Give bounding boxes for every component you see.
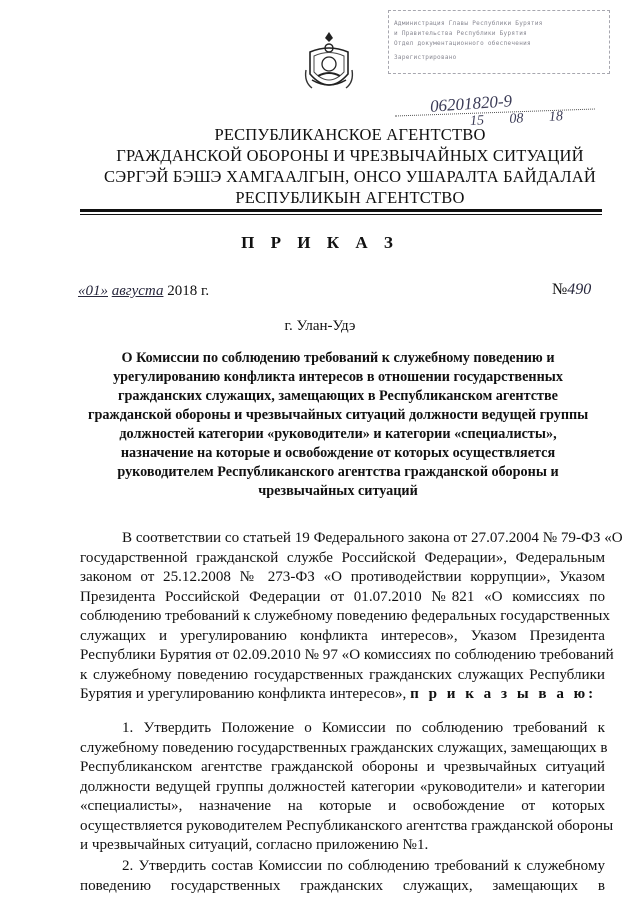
preamble-line: Президента Российской Федерации от 01.07.2010 №821 «О комиссиях по [80, 589, 605, 605]
order-number [552, 281, 591, 299]
subject-line: О Комиссии по соблюдению требований к служебному поведению и [121, 350, 555, 366]
number-prefix: № [552, 281, 568, 298]
subject-line: назначение на которые и освобождение от которых осуществляется [120, 445, 556, 461]
header-divider-thin [80, 214, 602, 215]
order-word: п р и к а з ы в а ю: [410, 686, 597, 702]
header-divider [80, 209, 602, 212]
preamble-line: соблюдению требований к служебному поведению федеральных государственных [80, 608, 610, 624]
stamp-line: Зарегистрировано [394, 54, 457, 61]
stamp-line: Администрация Главы Республики Бурятия [394, 20, 543, 27]
item-1-line: «специалисты», назначение на которые и освобождение от которых [80, 798, 605, 814]
item-1-line: Республиканском агентстве гражданской обороны и чрезвычайных ситуаций [80, 759, 605, 775]
item-1-line: должности ведущей группы должностей категории «руководители» и категории [80, 779, 605, 795]
agency-name-line: РЕСПУБЛИКАНСКОЕ АГЕНТСТВО [214, 125, 486, 144]
item-1-last-line: и чрезвычайных ситуаций, согласно приложению №1. [80, 837, 429, 853]
coat-of-arms-icon [300, 30, 358, 100]
preamble-last-line [80, 686, 596, 703]
stamp-line: и Правительства Республики Бурятия [394, 30, 528, 37]
preamble-text: Бурятия и урегулированию конфликта интересов», [80, 686, 407, 702]
item-2-line: 2. Утвердить состав Комиссии по соблюдению требований к служебному [122, 858, 605, 874]
date-year: 2018 г. [167, 283, 210, 299]
agency-name-line: ГРАЖДАНСКОЙ ОБОРОНЫ И ЧРЕЗВЫЧАЙНЫХ СИТУАЦИЙ [116, 146, 584, 165]
item-1-line: служебному поведению государственных гражданских служащих, замещающих в [80, 740, 608, 756]
preamble-line: служащих и урегулированию конфликта интересов», Указом Президента [80, 628, 605, 644]
preamble-line: законом от 25.12.2008 № 273-ФЗ «О противодействии коррупции», Указом [80, 569, 605, 585]
subject-line: урегулированию конфликта интересов в отношении государственных [113, 369, 563, 385]
registration-year: 18 [548, 109, 564, 125]
document-type: П Р И К А З [241, 233, 399, 252]
subject-line: должностей категории «руководители» и категории «специалисты», [119, 426, 557, 442]
date-month: августа [111, 283, 164, 299]
preamble-line: к служебному поведению государственных гражданских служащих Республики [80, 667, 605, 683]
city: г. Улан-Удэ [284, 318, 356, 334]
agency-name-line: СЭРГЭЙ БЭШЭ ХАМГААЛГЫН, ОНСО УШАРАЛТА БАЙДАЛАЙ [103, 167, 596, 186]
order-date [78, 283, 209, 300]
stamp-line: Отдел документационного обеспечения [394, 40, 531, 47]
preamble-line: В соответствии со статьей 19 Федерального закона от 27.07.2004 № 79-ФЗ «О [122, 530, 623, 546]
number-value: 490 [567, 281, 592, 298]
preamble-line: Республики Бурятия от 02.09.2010 № 97 «О комиссиях по соблюдению требований [80, 647, 614, 663]
item-1-line: 1. Утвердить Положение о Комиссии по соблюдению требований к [122, 720, 605, 736]
subject-line: гражданских служащих, замещающих в Республиканском агентстве [118, 388, 558, 404]
agency-name-line: РЕСПУБЛИКЫН АГЕНТСТВО [235, 188, 465, 207]
subject-line: гражданской обороны и чрезвычайных ситуаций должности ведущей группы [88, 407, 589, 423]
subject-line: руководителем Республиканского агентства гражданской обороны и [117, 464, 559, 480]
date-day: 01 [85, 283, 101, 299]
item-2-line: поведению государственных гражданских служащих, замещающих в [80, 878, 605, 894]
registration-month: 08 [509, 111, 524, 127]
subject-line: чрезвычайных ситуаций [258, 483, 418, 499]
registration-number: 06201820-9 [429, 91, 513, 116]
date-open-quote: « [78, 283, 86, 299]
preamble-line: государственной гражданской службе Российской Федерации», Федеральным [80, 550, 605, 566]
registration-day: 15 [469, 113, 485, 129]
date-close-quote: » [100, 283, 108, 299]
item-1-line: осуществляется руководителем Республиканского агентства гражданской обороны [80, 818, 614, 834]
